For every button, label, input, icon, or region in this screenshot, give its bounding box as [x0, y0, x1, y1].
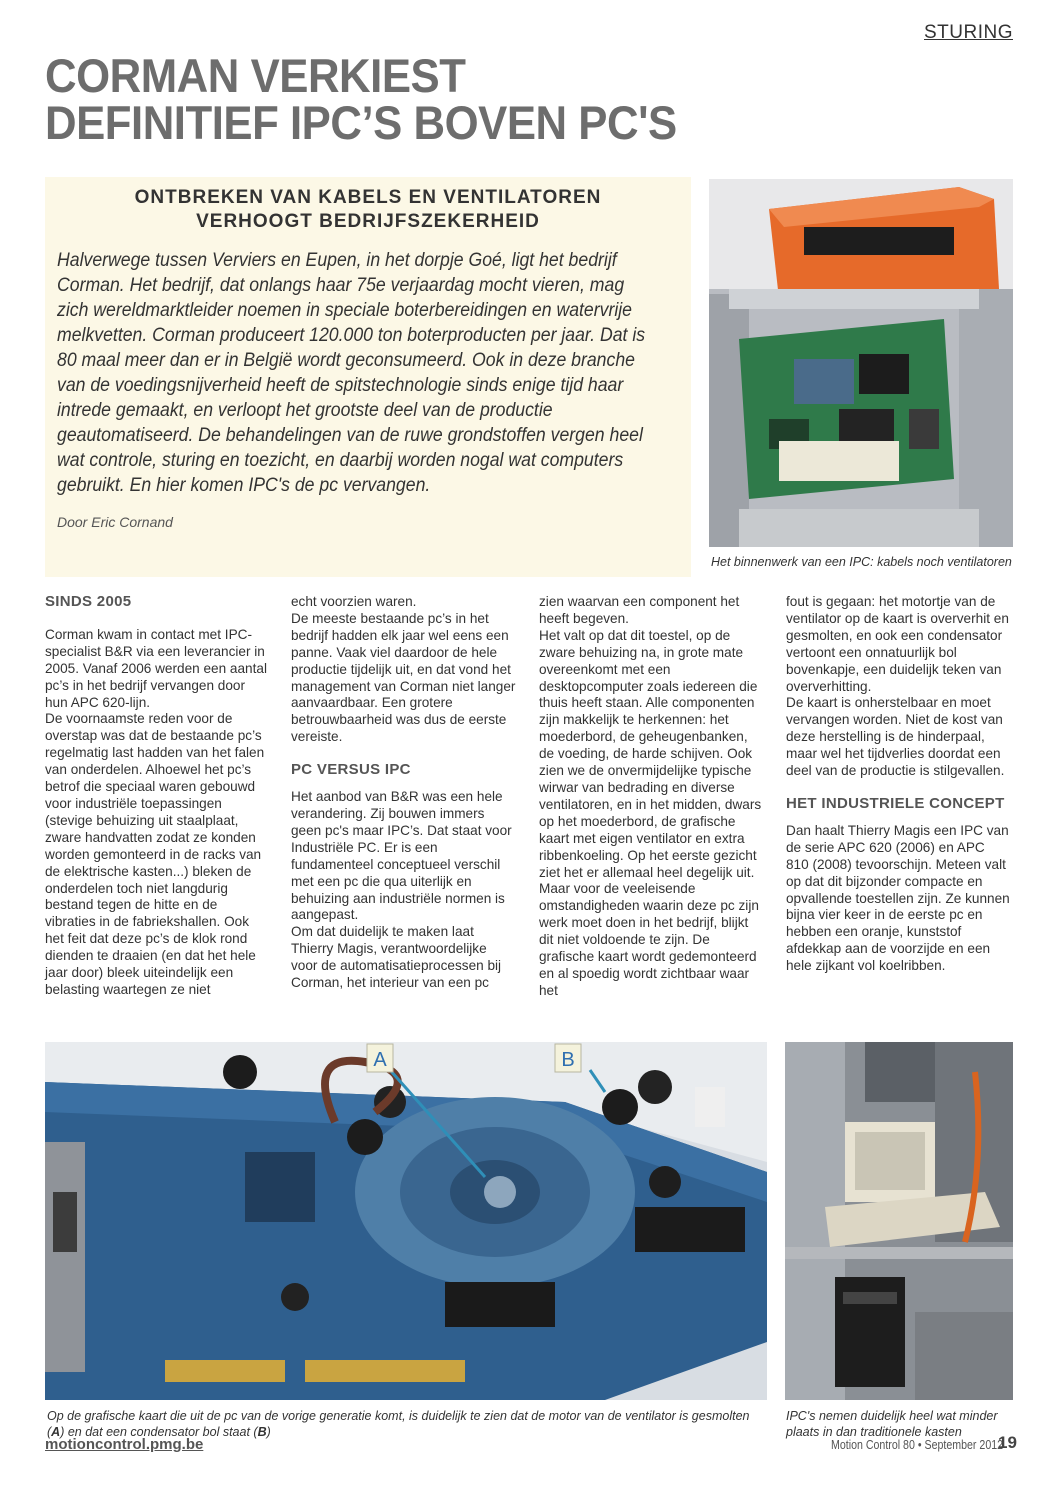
column-3 [539, 594, 764, 1000]
paragraph: Om dat duidelijk te maken laat Thierry Magis, verantwoordelijke voor de automatisatieprocessen bij Corman, het interieur van een pc [291, 924, 502, 991]
caption-text: ) en dat een condensator bol staat ( [60, 1425, 258, 1439]
intro-text: Halverwege tussen Verviers en Eupen, in het dorpje Goé, ligt het bedrijf Corman. Het bedrijf, dat onlangs haar 75e verjaardag mocht vieren, mag zich wereldmarktleider noemen in speciale boterbereidingen en watervrije melkvetten. Corman produceert 120.000 ton boterproducten per jaar. Dat is 80 maal meer dan er in België wordt geconsumeerd. Ook in deze branche van de voedingsnijverheid heeft de spitstechnologie sinds enige tijd haar intrede gemaakt, en verloopt het grootste deel van de productie geautomatiseerd. De behandelingen van de ruwe grondstoffen vergen heel wat controle, sturing en toezicht, en daarbij worden nogal wat computers gebruikt. En hier komen IPC's de pc vervangen. [57, 250, 646, 496]
intro-heading [45, 186, 691, 234]
paragraph: echt voorzien waren. [291, 594, 417, 609]
section-tag: STURING [924, 22, 1013, 43]
column-1 [45, 594, 270, 999]
footer-magazine-info: Motion Control 80 • September 2012 [831, 1438, 1004, 1452]
paragraph: Het valt op dat dit toestel, op de zware behuizing na, in grote mate overeenkomt met een desktopcomputer zoals iedereen die thuis heeft staan. Alle componenten zijn makkelijk te herkennen: het moederbord, de geheugenbanken, de voeding, de harde schijven. Ook zien we de onvermijdelijke typische wirwar van bedrading en diverse ventilatoren, en in het midden, dwars op het moederbord, de grafische kaart met eigen ventilator en extra ribbenkoeling. Op het eerste gezicht ziet het er allemaal heel degelijk uit. Maar voor de veeleisende omstandigheden waarin deze pc zijn werk moet doen in het bedrijf, blijkt dit niet voldoende te zijn. De grafische kaart wordt gedemonteerd en al spoedig wordt zichtbaar waar het [539, 627, 762, 998]
footer-url-link[interactable]: motioncontrol.pmg.be [45, 1436, 204, 1453]
title-line-1: CORMAN VERKIEST [45, 49, 466, 102]
page-title [45, 49, 882, 149]
title-line-2: DEFINITIEF IPC’S BOVEN PC'S [45, 96, 677, 149]
control-room-caption: IPC's nemen duidelijk heel wat minder plaats in dan traditionele kasten [786, 1409, 998, 1439]
control-room-photo [785, 1042, 1013, 1400]
heading-pc-versus-ipc: PC VERSUS IPC [291, 761, 411, 779]
intro-heading-line-1: ONTBREKEN VAN KABELS EN VENTILATOREN [134, 187, 602, 208]
label-a: A [373, 1049, 387, 1071]
intro-box [45, 177, 691, 577]
paragraph: fout is gegaan: het motortje van de ventilator op de kaart is oververhit en gesmolten, en ook een condensator vertoont een onnatuurlijk bol bovenkapje, een duidelijk teken van oververhitting. [786, 594, 1009, 694]
column-4 [786, 594, 1011, 975]
label-b: B [561, 1049, 575, 1071]
heading-sinds-2005: SINDS 2005 [45, 593, 132, 610]
paragraph: De voornaamste reden voor de overstap was dat de bestaande pc’s regelmatig last hadden van het falen van onderdelen. Alhoewel het pc’s betrof die speciaal waren gebouwd voor industriële toepassingen (stevige behuizing uit staalplaat, zware handvatten zodat ze konden worden gemonteerd in de racks van de elektrische kasten...) bleken de onderdelen toch niet langdurig bestand tegen de hitte en de vibraties in de fabriekshallen. Ook het feit dat deze pc’s de klok rond dienden te draaien (en dat het hele jaar door) bleek uiteindelijk een belasting waartegen ze niet [45, 711, 265, 997]
paragraph: De meeste bestaande pc’s in het bedrijf hadden elk jaar wel eens een panne. Vaak viel daardoor de hele productie tijdelijk uit, en dat vond het management van Corman niet langer aanvaardbaar. Een grotere betrouwbaarheid was dus de eerste vereiste. [291, 610, 516, 745]
heading-het-industriele-concept: HET INDUSTRIELE CONCEPT [786, 794, 1005, 812]
column-2 [291, 594, 516, 992]
intro-heading-line-2: VERHOOGT BEDRIJFSZEKERHEID [196, 211, 540, 232]
paragraph: Het aanbod van B&R was een hele verandering. Zij bouwen immers geen pc's maar IPC’s. Dat staat voor Industriële PC. Er is een fundamenteel conceptueel verschil met een pc die qua uiterlijk en behuizing aan industriële normen is aangepast. [291, 789, 512, 923]
page-number: 19 [998, 1433, 1017, 1452]
paragraph: De kaart is onherstelbaar en moet vervangen worden. Niet de kost van deze herstelling is de hinderpaal, maar wel het tijdverlies doordat een deel van de productie is stilgevallen. [786, 695, 1005, 779]
graphics-card-photo [45, 1042, 767, 1400]
caption-marker-b: B [257, 1425, 267, 1439]
top-photo-caption: Het binnenwerk van een IPC: kabels noch ventilatoren [711, 555, 1012, 569]
caption-text: Op de grafische kaart die uit de pc van de vorige generatie komt, is duidelijk te zien dat de motor van de ventilator is gesmolten ( [47, 1409, 750, 1439]
ipc-interior-photo [709, 179, 1013, 547]
paragraph: Corman kwam in contact met IPC-specialist B&R via een leverancier in 2005. Vanaf 2006 werden een aantal pc’s in het bedrijf vervangen door hun APC 620-lijn. [45, 626, 267, 710]
paragraph: Dan haalt Thierry Magis een IPC van de serie APC 620 (2006) en APC 810 (2008) tevoorschijn. Meteen valt op dat dit bijzonder compacte en opvallende toestellen zijn. Ze kunnen bijna vier keer in de eerste pc en hebben een oranje, kunststof afdekkap aan de voorzijde en een hele zijkant vol koelribben. [786, 822, 1010, 974]
caption-text: ) [266, 1425, 271, 1439]
caption-marker-a: A [51, 1425, 61, 1439]
paragraph: zien waarvan een component het heeft begeven. [539, 594, 740, 626]
byline: Door Eric Cornand [57, 514, 173, 530]
